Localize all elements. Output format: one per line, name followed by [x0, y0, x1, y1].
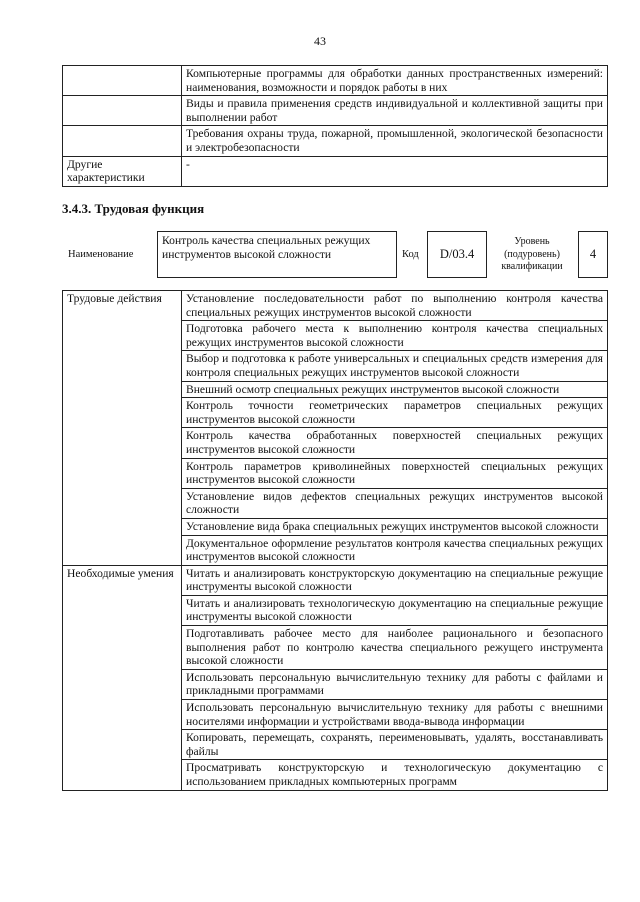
requirement-cell: Требования охраны труда, пожарной, промышленной, экологической безопасности и электробезопасности: [182, 126, 608, 156]
table-row: [63, 156, 608, 186]
skill-cell: Читать и анализировать технологическую документацию на специальные режущие инструменты высокой сложности: [182, 595, 608, 625]
table-row: [63, 565, 608, 595]
table-row: [63, 66, 608, 96]
labor-action-cell: Установление последовательности работ по выполнению контроля качества специальных режущих инструментов высокой сложности: [182, 291, 608, 321]
function-name-box: Контроль качества специальных режущих инструментов высокой сложности: [157, 231, 397, 278]
labor-action-cell: Контроль параметров криволинейных поверхностей специальных режущих инструментов высокой сложности: [182, 458, 608, 488]
requirement-cell: Компьютерные программы для обработки данных пространственных измерений: наименования, возможности и порядок работы в них: [182, 66, 608, 96]
labor-action-cell: Выбор и подготовка к работе универсальных и специальных средств измерения для контроля специальных режущих инструментов высокой сложности: [182, 351, 608, 381]
section-heading: 3.4.3. Трудовая функция: [62, 201, 205, 216]
code-label: Код: [402, 249, 419, 260]
category-cell: [63, 66, 182, 96]
category-cell: [63, 126, 182, 156]
top-table: [62, 65, 608, 187]
labor-action-cell: Контроль точности геометрических параметров специальных режущих инструментов высокой сложности: [182, 398, 608, 428]
name-label: Наименование: [68, 249, 134, 260]
level-label: Уровень (подуровень) квалификации: [501, 236, 563, 272]
skill-cell: Подготавливать рабочее место для наиболее рационального и безопасного выполнения работ по контролю качества специального режущего инструмента высокой сложности: [182, 626, 608, 670]
labor-action-cell: Подготовка рабочего места к выполнению контроля качества специальных режущих инструментов высокой сложности: [182, 321, 608, 351]
skill-cell: Просматривать конструкторскую и технологическую документацию с использованием прикладных компьютерных программ: [182, 760, 608, 790]
labor-actions-label: Трудовые действия: [63, 291, 182, 566]
category-cell: Другие характеристики: [63, 156, 182, 186]
labor-action-cell: Внешний осмотр специальных режущих инструментов высокой сложности: [182, 381, 608, 398]
function-table: [62, 290, 608, 791]
requirement-cell: -: [182, 156, 608, 186]
table-row: [63, 126, 608, 156]
skill-cell: Использовать персональную вычислительную технику для работы с внешними носителями информации и устройствами ввода-вывода информации: [182, 700, 608, 730]
category-cell: [63, 96, 182, 126]
labor-action-cell: Документальное оформление результатов контроля качества специальных режущих инструментов высокой сложности: [182, 535, 608, 565]
skills-label: Необходимые умения: [63, 565, 182, 790]
labor-action-cell: Установление вида брака специальных режущих инструментов высокой сложности: [182, 518, 608, 535]
labor-action-cell: Установление видов дефектов специальных режущих инструментов высокой сложности: [182, 488, 608, 518]
page-number: 43: [314, 34, 326, 48]
skill-cell: Копировать, перемещать, сохранять, переименовывать, удалять, восстанавливать файлы: [182, 730, 608, 760]
requirement-cell: Виды и правила применения средств индивидуальной и коллективной защиты при выполнении работ: [182, 96, 608, 126]
level-value-box: 4: [578, 231, 608, 278]
skill-cell: Читать и анализировать конструкторскую документацию на специальные режущие инструменты высокой сложности: [182, 565, 608, 595]
skill-cell: Использовать персональную вычислительную технику для работы с файлами и прикладными программами: [182, 669, 608, 699]
labor-action-cell: Контроль качества обработанных поверхностей специальных режущих инструментов высокой сложности: [182, 428, 608, 458]
table-row: [63, 96, 608, 126]
code-value-box: D/03.4: [427, 231, 487, 278]
table-row: [63, 291, 608, 321]
